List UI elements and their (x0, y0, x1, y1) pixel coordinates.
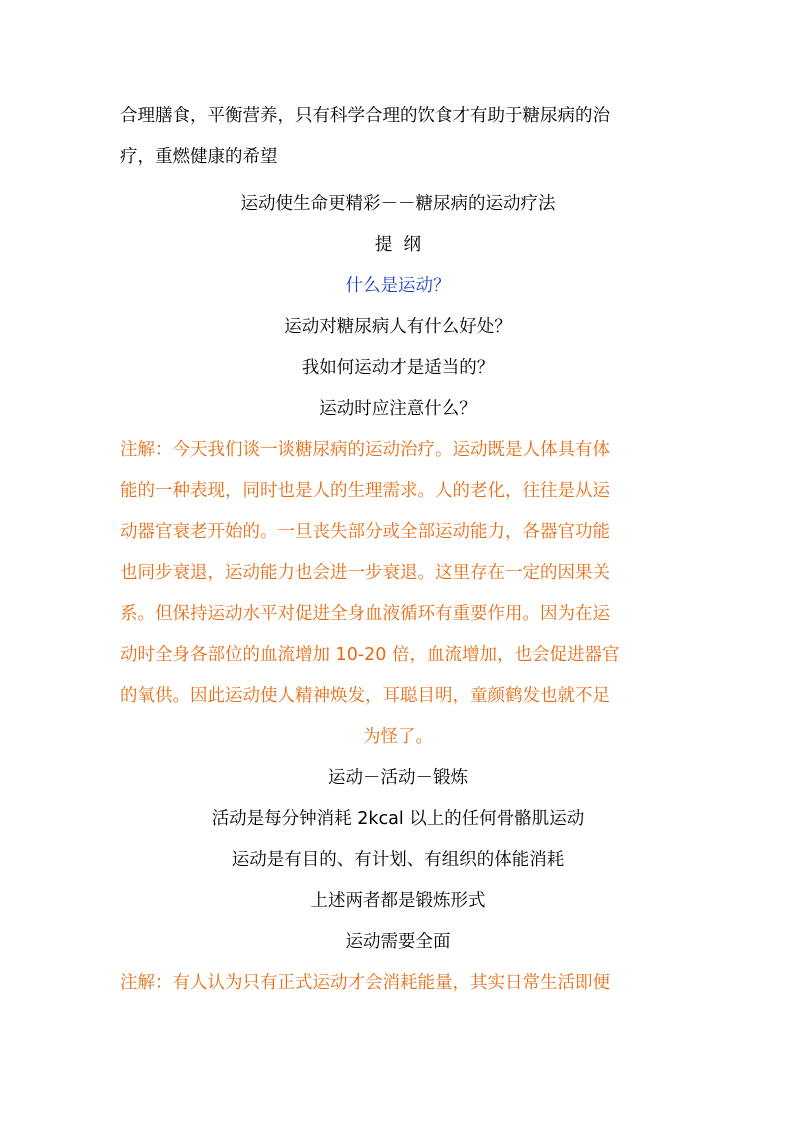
outline-item-2: 运动对糖尿病人有什么好处？ (284, 317, 512, 337)
section-line-1: 活动是每分钟消耗 2kcal 以上的任何骨骼肌运动 (211, 809, 585, 829)
outline-heading: 提 纲 (374, 235, 422, 255)
note-paragraph-1 (120, 430, 676, 758)
note-paragraph-2 (120, 963, 676, 1004)
section-line-2: 运动是有目的、有计划、有组织的体能消耗 (231, 850, 565, 870)
note1-line-4: 也同步衰退，运动能力也会进一步衰退。这里存在一定的因果关 (120, 563, 610, 583)
section-line-4: 运动需要全面 (345, 932, 451, 952)
note1-line-5: 系。但保持运动水平对促进全身血液循环有重要作用。因为在运 (120, 604, 610, 624)
intro-line-2: 疗，重燃健康的希望 (120, 147, 278, 167)
outline-item-1: 什么是运动？ (345, 276, 451, 296)
note1-line-7: 的氧供。因此运动使人精神焕发，耳聪目明，童颜鹤发也就不足 (120, 686, 610, 706)
note1-line-3: 动器官衰老开始的。一旦丧失部分或全部运动能力，各器官功能 (120, 522, 610, 542)
note1-line-1: 注解：今天我们谈一谈糖尿病的运动治疗。运动既是人体具有体 (120, 440, 610, 460)
section-line-3: 上述两者都是锻炼形式 (310, 891, 486, 911)
document-title: 运动使生命更精彩－－糖尿病的运动疗法 (240, 194, 556, 214)
section-heading: 运动－活动－锻炼 (328, 768, 468, 788)
intro-paragraph (120, 96, 676, 178)
note1-line-2: 能的一种表现，同时也是人的生理需求。人的老化，往往是从运 (120, 481, 610, 501)
note2-line-1: 注解：有人认为只有正式运动才会消耗能量，其实日常生活即便 (120, 973, 610, 993)
note1-line-6: 动时全身各部位的血流增加 10-20 倍，血流增加，也会促进器官 (120, 645, 620, 665)
outline-item-3: 我如何运动才是适当的？ (301, 358, 495, 378)
outline-item-4: 运动时应注意什么？ (319, 399, 477, 419)
document-page (120, 96, 676, 1004)
note1-last-line: 为怪了。 (363, 727, 433, 747)
intro-line-1: 合理膳食，平衡营养，只有科学合理的饮食才有助于糖尿病的治 (120, 106, 610, 126)
